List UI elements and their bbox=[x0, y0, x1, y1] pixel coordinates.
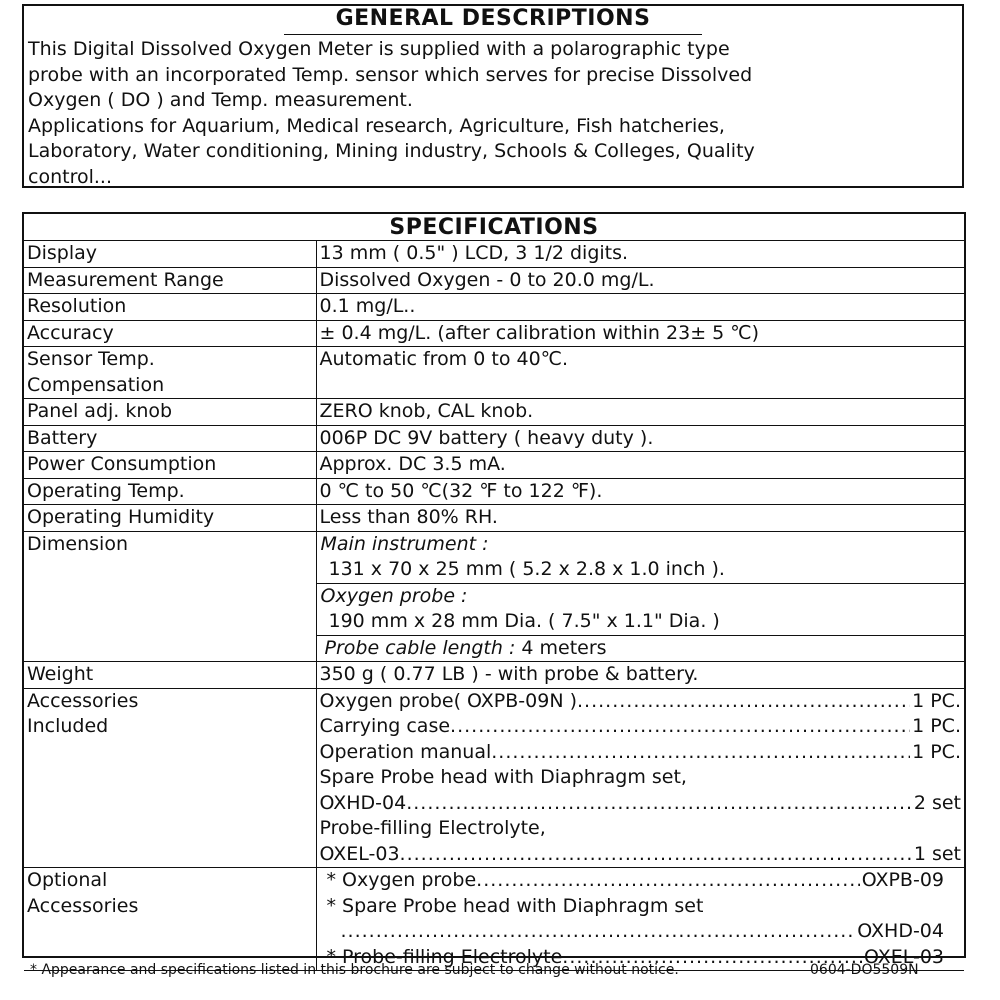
spec-label-line: Compensation bbox=[27, 373, 165, 396]
table-row bbox=[24, 267, 964, 294]
spec-label: Battery bbox=[24, 425, 316, 452]
accessory-name: Probe-filling Electrolyte, bbox=[319, 817, 546, 839]
general-descriptions-title: GENERAL DESCRIPTIONS bbox=[284, 6, 702, 35]
spec-label-line: Accessories bbox=[27, 689, 139, 712]
general-descriptions-text bbox=[24, 35, 962, 190]
table-row bbox=[24, 505, 964, 532]
spec-value bbox=[316, 531, 964, 662]
accessory-name: Carrying case bbox=[319, 715, 451, 737]
spec-value: ZERO knob, CAL knob. bbox=[316, 399, 964, 426]
accessory-qty: 1 PC. bbox=[912, 689, 961, 712]
spec-value: 350 g ( 0.77 LB ) - with probe & battery. bbox=[316, 662, 964, 689]
spec-label: Power Consumption bbox=[24, 452, 316, 479]
table-row bbox=[24, 347, 964, 399]
table-row bbox=[24, 478, 964, 505]
accessory-code: OXHD-04 bbox=[319, 791, 407, 814]
table-row bbox=[24, 241, 964, 267]
spec-value: Approx. DC 3.5 mA. bbox=[316, 452, 964, 479]
spec-label: Operating Humidity bbox=[24, 505, 316, 532]
accessory-name: Oxygen probe( OXPB-09N ) bbox=[319, 689, 578, 712]
table-row bbox=[24, 320, 964, 347]
optional-code: OXPB-09 bbox=[861, 869, 944, 891]
list-item bbox=[320, 714, 962, 740]
list-item bbox=[320, 842, 962, 868]
dimension-probe-value: 190 mm x 28 mm Dia. ( 7.5" x 1.1" Dia. ) bbox=[328, 610, 720, 632]
spec-value: 0 ℃ to 50 ℃(32 ℉ to 122 ℉). bbox=[316, 478, 964, 505]
list-item bbox=[320, 689, 962, 715]
spec-label: Weight bbox=[24, 662, 316, 689]
accessory-qty: 1 PC. bbox=[912, 715, 961, 737]
table-row bbox=[24, 425, 964, 452]
spec-value: Automatic from 0 to 40℃. bbox=[316, 347, 964, 399]
spec-value: 13 mm ( 0.5" ) LCD, 3 1/2 digits. bbox=[316, 241, 964, 267]
spec-label-line: Accessories bbox=[27, 894, 139, 917]
general-line: This Digital Dissolved Oxygen Meter is supplied with a polarographic type bbox=[28, 38, 730, 60]
spec-label-line: Optional bbox=[27, 869, 108, 891]
accessory-qty: 1 PC. bbox=[912, 740, 961, 763]
spec-label-line: Sensor Temp. bbox=[27, 348, 155, 370]
optional-code: OXEL-03 bbox=[863, 945, 944, 968]
footer-notice: * Appearance and specifications listed in this brochure are subject to change without notice. bbox=[30, 962, 679, 978]
dimension-cable-label: Probe cable length : bbox=[324, 636, 516, 659]
spec-label-line: Included bbox=[27, 715, 109, 737]
table-row bbox=[24, 531, 964, 662]
accessory-code: OXEL-03 bbox=[319, 842, 400, 865]
general-line: Applications for Aquarium, Medical research, Agriculture, Fish hatcheries, bbox=[28, 114, 725, 137]
optional-name: * Spare Probe head with Diaphragm set bbox=[326, 894, 704, 917]
table-row bbox=[24, 688, 964, 868]
specifications-box bbox=[22, 212, 966, 968]
accessory-qty: 2 set bbox=[913, 791, 961, 814]
table-row bbox=[24, 452, 964, 479]
table-row bbox=[24, 868, 964, 971]
table-row bbox=[24, 399, 964, 426]
dimension-cable bbox=[317, 636, 965, 662]
general-line: probe with an incorporated Temp. sensor which serves for precise Dissolved bbox=[28, 63, 753, 86]
spec-label: Dimension bbox=[24, 531, 316, 662]
spec-value: 006P DC 9V battery ( heavy duty ). bbox=[316, 425, 964, 452]
list-item bbox=[327, 919, 945, 945]
spec-label: Measurement Range bbox=[24, 267, 316, 294]
dimension-cable-value: 4 meters bbox=[521, 636, 607, 659]
dimension-probe-label: Oxygen probe : bbox=[320, 584, 468, 607]
general-line: control... bbox=[28, 165, 112, 188]
list-item bbox=[327, 868, 945, 894]
spec-label: Accuracy bbox=[24, 320, 316, 347]
spec-value bbox=[316, 688, 964, 868]
spec-value: Less than 80% RH. bbox=[316, 505, 964, 532]
spec-label: Panel adj. knob bbox=[24, 399, 316, 426]
spec-label bbox=[24, 347, 316, 399]
accessory-name: Spare Probe head with Diaphragm set, bbox=[319, 766, 687, 788]
optional-name: * Oxygen probe bbox=[326, 869, 477, 891]
general-line: Oxygen ( DO ) and Temp. measurement. bbox=[28, 89, 413, 111]
spec-label bbox=[24, 688, 316, 868]
table-row bbox=[24, 294, 964, 321]
spec-value: Dissolved Oxygen - 0 to 20.0 mg/L. bbox=[316, 267, 964, 294]
accessory-qty: 1 set bbox=[913, 842, 961, 865]
dimension-probe bbox=[317, 584, 965, 636]
list-item bbox=[320, 740, 962, 766]
spec-label: Operating Temp. bbox=[24, 478, 316, 505]
document-code: 0604-DO5509N bbox=[810, 962, 919, 978]
optional-name: * Probe-filling Electrolyte bbox=[326, 945, 563, 968]
general-descriptions-box bbox=[22, 4, 964, 188]
spec-value: 0.1 mg/L.. bbox=[316, 294, 964, 321]
dimension-main bbox=[317, 532, 965, 584]
spec-value bbox=[316, 868, 964, 971]
specifications-table bbox=[24, 241, 964, 971]
specifications-title: SPECIFICATIONS bbox=[24, 214, 964, 241]
spec-label bbox=[24, 868, 316, 971]
dimension-main-value: 131 x 70 x 25 mm ( 5.2 x 2.8 x 1.0 inch ). bbox=[328, 558, 725, 580]
spec-label: Resolution bbox=[24, 294, 316, 321]
optional-code: OXHD-04 bbox=[857, 920, 944, 942]
spec-label: Display bbox=[24, 241, 316, 267]
spec-value: ± 0.4 mg/L. (after calibration within 23± 5 ℃) bbox=[316, 320, 964, 347]
table-row bbox=[24, 662, 964, 689]
accessory-name: Operation manual bbox=[319, 740, 492, 763]
dimension-main-label: Main instrument : bbox=[320, 532, 489, 555]
general-line: Laboratory, Water conditioning, Mining industry, Schools & Colleges, Quality bbox=[28, 140, 755, 162]
list-item bbox=[320, 791, 962, 817]
